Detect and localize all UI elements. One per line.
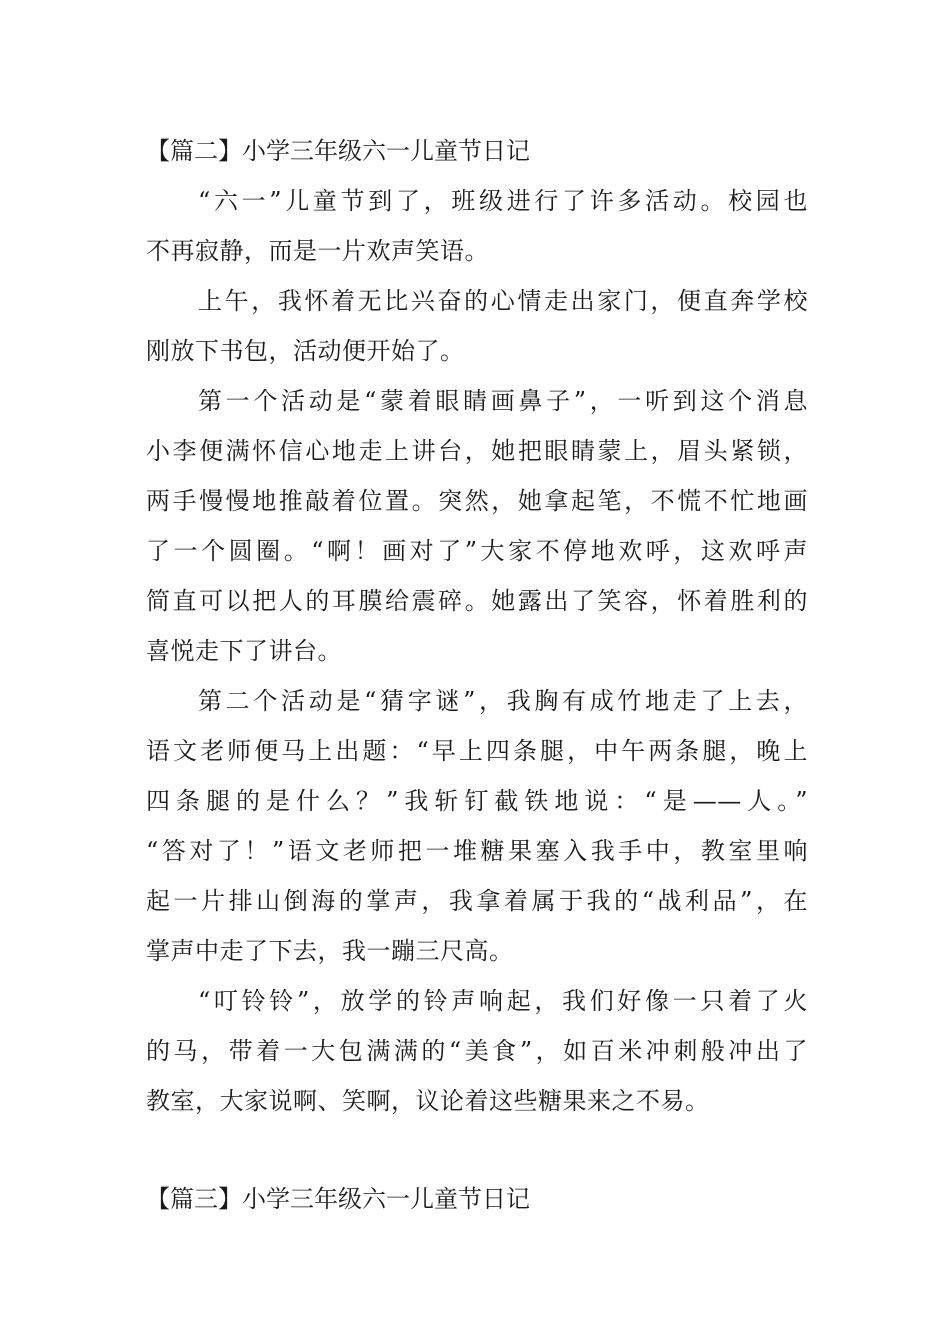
text-line: 不再寂静，而是一片欢声笑语。 bbox=[146, 237, 489, 265]
section-3-title: 【篇三】小学三年级六一儿童节日记 bbox=[146, 1185, 530, 1213]
section-2-title: 【篇二】小学三年级六一儿童节日记 bbox=[146, 137, 530, 165]
text-line: 语文老师便马上出题：“早上四条腿，中午两条腿，晚上 bbox=[146, 737, 808, 765]
text-line: 第一个活动是“蒙着眼睛画鼻子”，一听到这个消息 bbox=[198, 387, 808, 415]
text-line: 四条腿的是什么？”我斩钉截铁地说：“是——人。” bbox=[146, 787, 808, 815]
paragraph-2 bbox=[146, 276, 808, 376]
text-line: 上午，我怀着无比兴奋的心情走出家门，便直奔学校 bbox=[198, 287, 808, 315]
text-line: “答对了！”语文老师把一堆糖果塞入我手中，教室里响 bbox=[146, 837, 808, 865]
text-line: 喜悦走下了讲台。 bbox=[146, 637, 342, 665]
text-line: 掌声中走了下去，我一蹦三尺高。 bbox=[146, 937, 514, 965]
text-line: 了一个圆圈。“啊！画对了”大家不停地欢呼，这欢呼声 bbox=[146, 537, 808, 565]
text-line: 简直可以把人的耳膜给震碎。她露出了笑容，怀着胜利的 bbox=[146, 587, 808, 615]
section-2-body bbox=[146, 176, 808, 1126]
text-line: 教室，大家说啊、笑啊，议论着这些糖果来之不易。 bbox=[146, 1087, 710, 1115]
paragraph-1 bbox=[146, 176, 808, 276]
text-line: 的马，带着一大包满满的“美食”，如百米冲刺般冲出了 bbox=[146, 1037, 808, 1065]
paragraph-3 bbox=[146, 376, 808, 676]
text-line: 第二个活动是“猜字谜”，我胸有成竹地走了上去， bbox=[198, 687, 808, 715]
text-line: 刚放下书包，活动便开始了。 bbox=[146, 337, 465, 365]
text-line: 起一片排山倒海的掌声，我拿着属于我的“战利品”，在 bbox=[146, 887, 808, 915]
document-page bbox=[146, 128, 808, 1213]
text-line: “叮铃铃”，放学的铃声响起，我们好像一只着了火 bbox=[198, 987, 808, 1015]
text-line: 小李便满怀信心地走上讲台，她把眼睛蒙上，眉头紧锁， bbox=[146, 437, 808, 465]
text-line: “六一”儿童节到了，班级进行了许多活动。校园也 bbox=[198, 187, 808, 215]
text-line: 两手慢慢地推敲着位置。突然，她拿起笔，不慌不忙地画 bbox=[146, 487, 808, 515]
paragraph-4 bbox=[146, 676, 808, 976]
paragraph-5 bbox=[146, 976, 808, 1126]
